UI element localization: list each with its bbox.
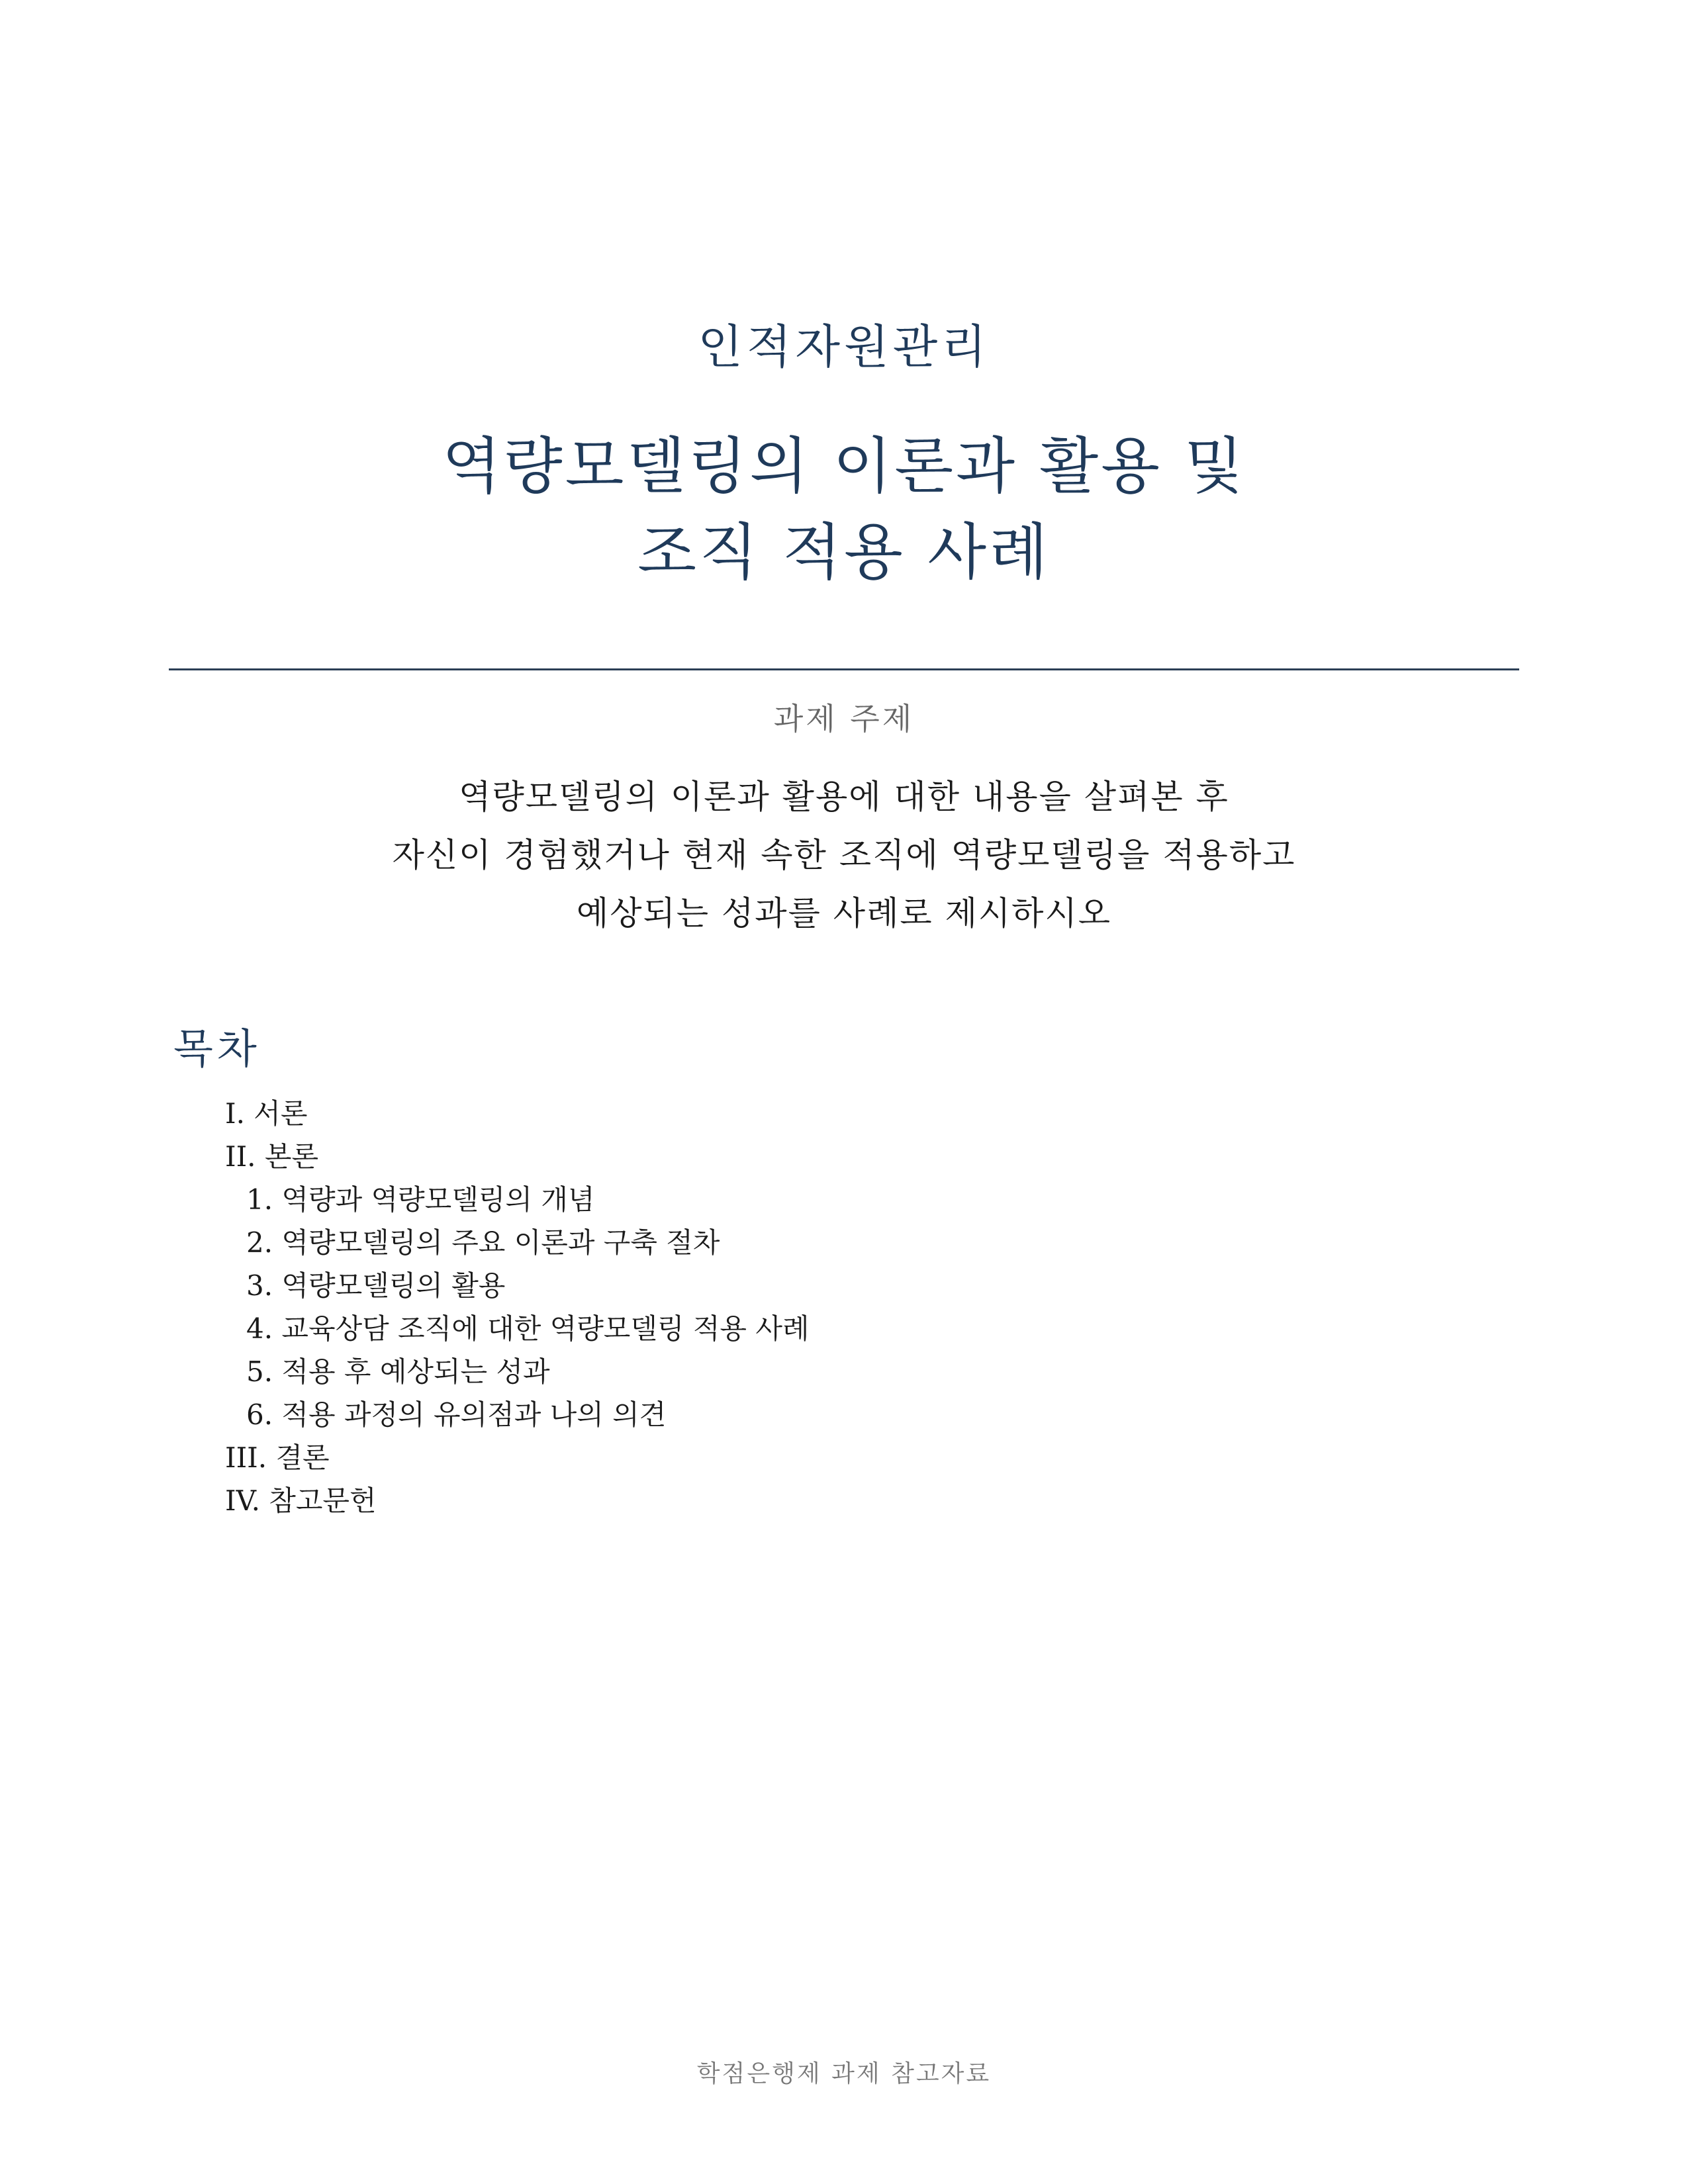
title-divider (169, 668, 1519, 670)
toc-heading: 목차 (173, 1024, 261, 1073)
topic-label: 과제 주제 (773, 701, 915, 737)
topic-line: 자신이 경험했거나 현재 속한 조직에 역량모델링을 적용하고 (392, 836, 1296, 874)
toc-subitem: 4. 교육상담 조직에 대한 역량모델링 적용 사례 (246, 1312, 810, 1345)
document-title (0, 424, 1688, 596)
toc-subitem: 3. 역량모델링의 활용 (246, 1269, 506, 1302)
toc-subitem: 5. 적용 후 예상되는 성과 (246, 1355, 550, 1388)
toc-item: I. 서론 (225, 1097, 308, 1130)
topic-line: 예상되는 성과를 사례로 제시하시오 (576, 894, 1112, 933)
toc-item: III. 결론 (225, 1441, 330, 1474)
page-footer: 학점은행제 과제 참고자료 (696, 2060, 992, 2087)
table-of-contents (225, 1092, 809, 1522)
toc-item: II. 본론 (225, 1140, 319, 1173)
title-line: 역량모델링의 이론과 활용 및 (442, 431, 1246, 502)
course-name: 인적자원관리 (698, 320, 990, 374)
topic-line: 역량모델링의 이론과 활용에 대한 내용을 살펴본 후 (459, 778, 1229, 816)
toc-subitem: 1. 역량과 역량모델링의 개념 (246, 1183, 595, 1216)
toc-item: IV. 참고문헌 (225, 1484, 377, 1517)
toc-subitem: 6. 적용 과정의 유의점과 나의 의견 (246, 1398, 667, 1431)
topic-text (0, 768, 1688, 942)
toc-subitem: 2. 역량모델링의 주요 이론과 구축 절차 (246, 1226, 720, 1259)
title-line: 조직 적용 사례 (637, 517, 1051, 588)
